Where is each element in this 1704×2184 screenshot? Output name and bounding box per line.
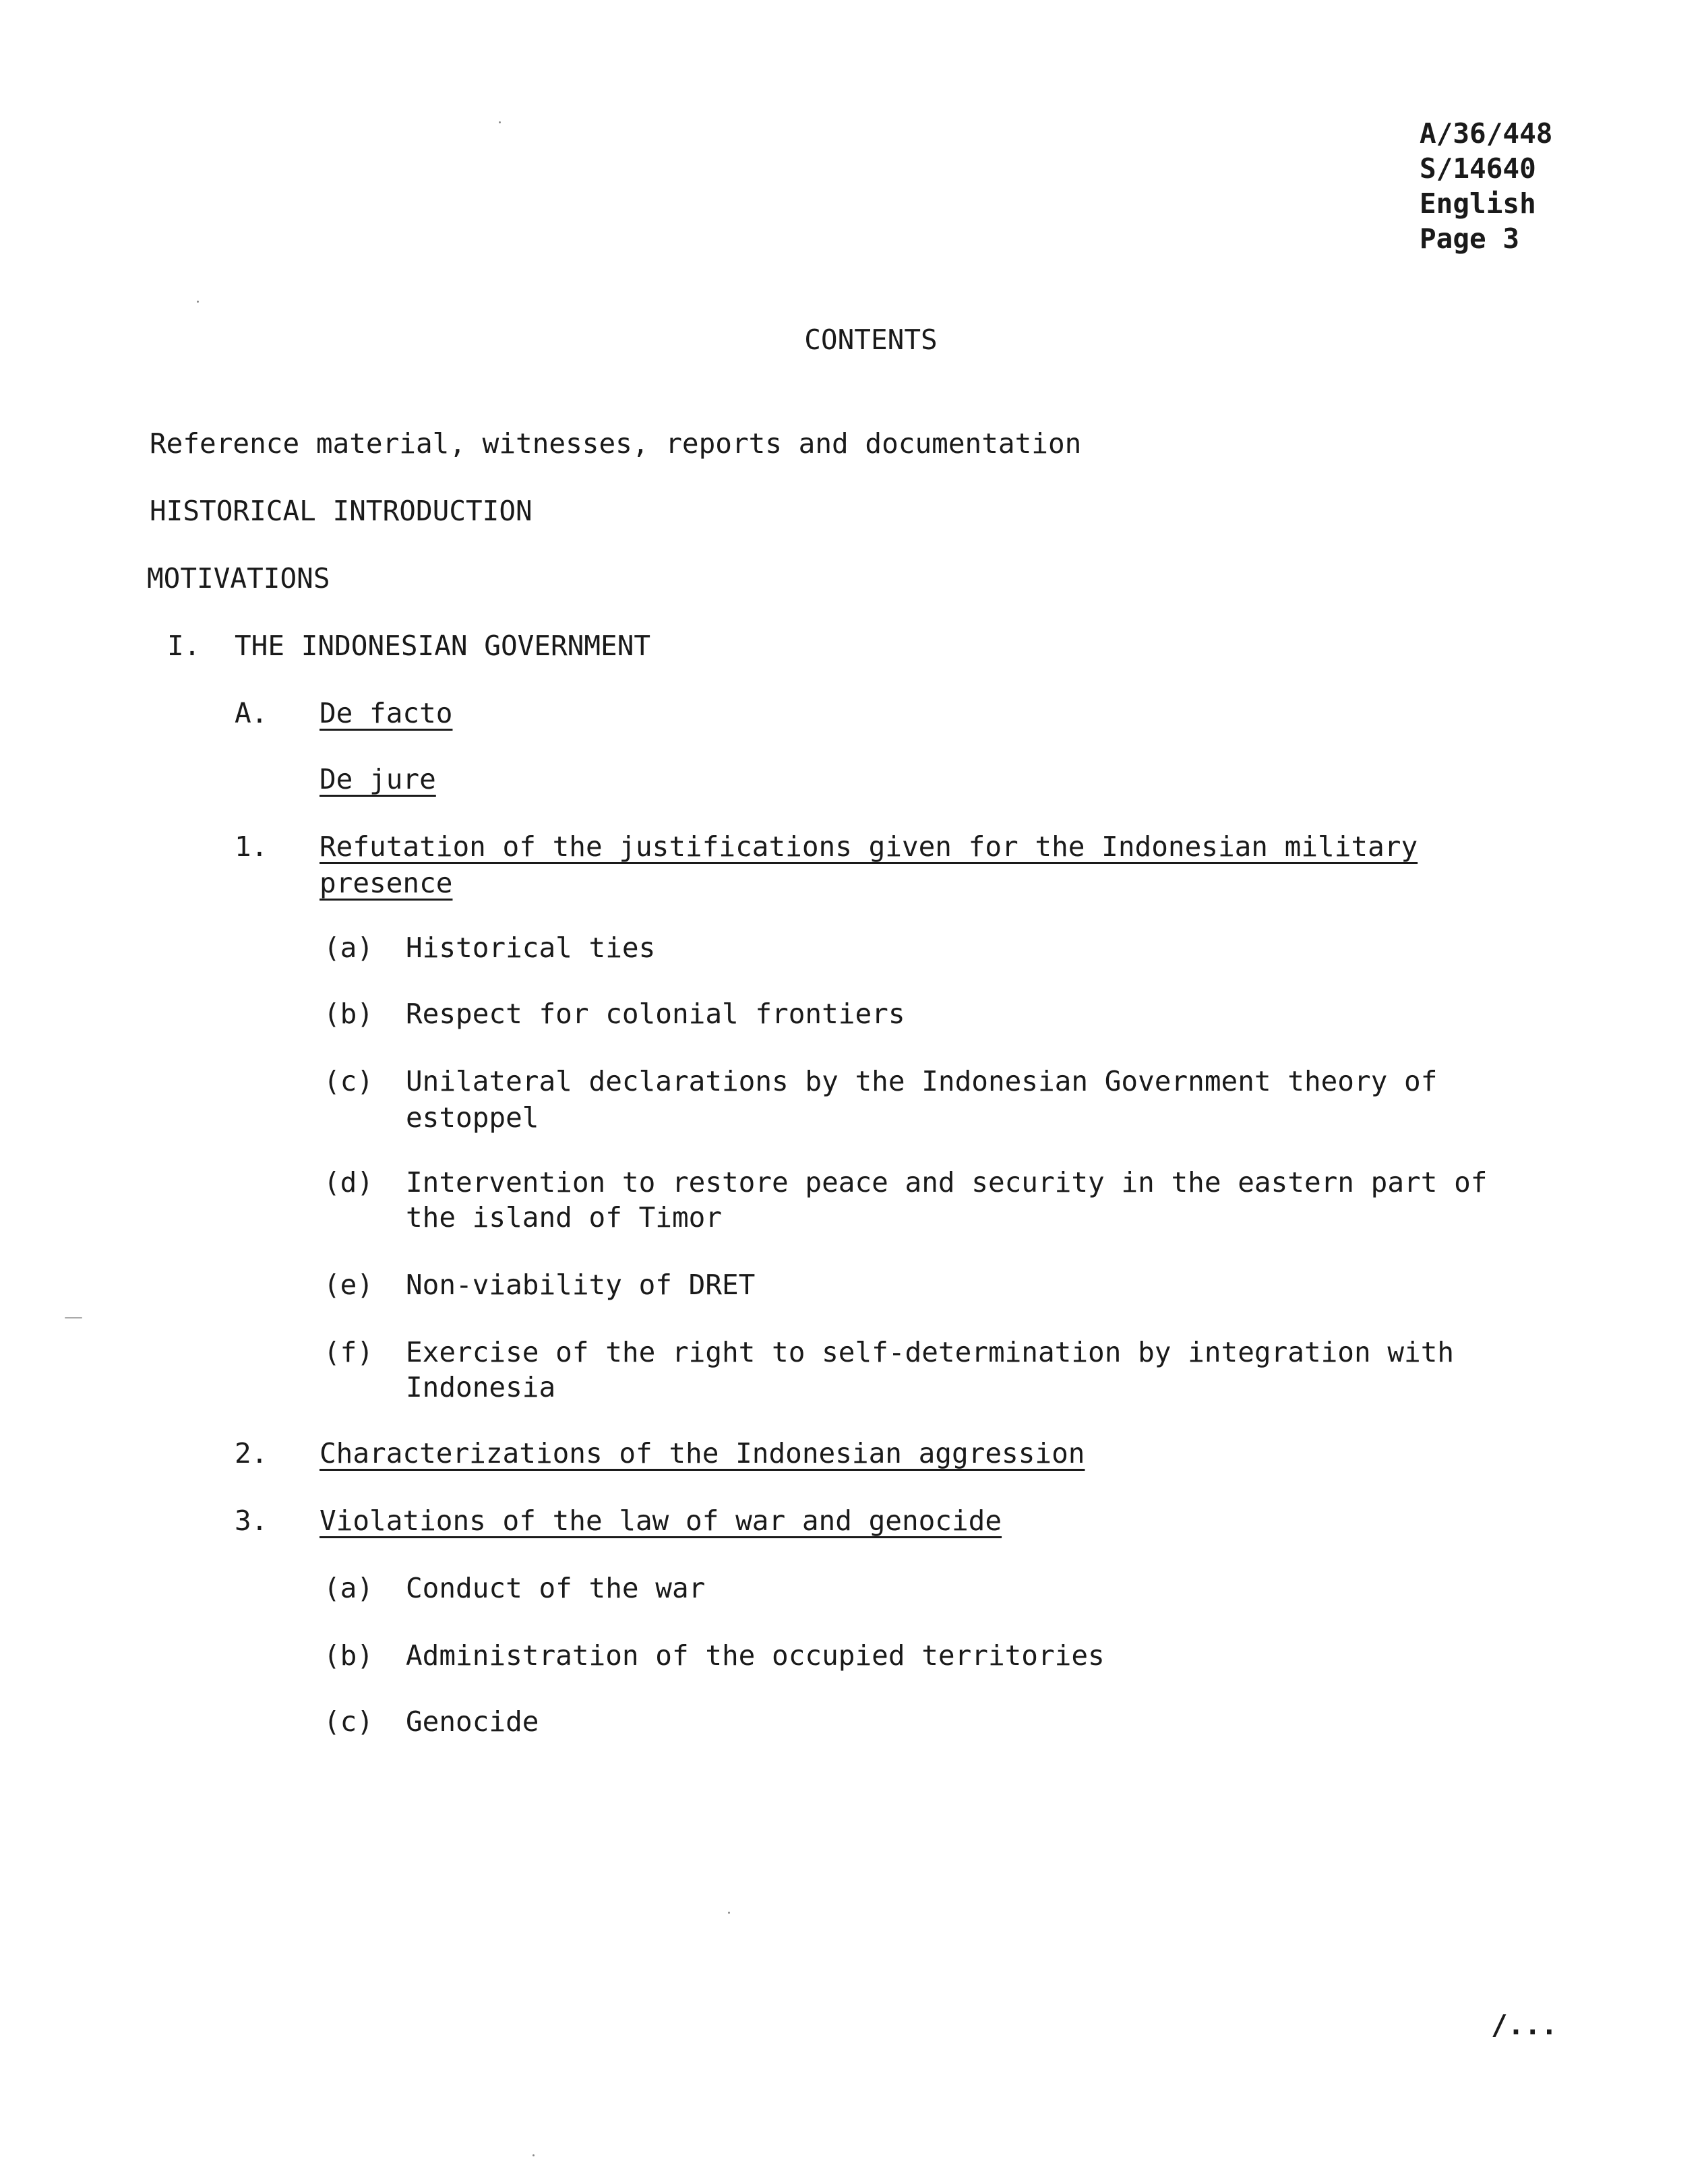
toc-subitem-label: (a) xyxy=(324,1572,374,1604)
toc-subitem-text: Respect for colonial frontiers xyxy=(406,998,905,1030)
toc-subitem-label: (b) xyxy=(324,1639,374,1672)
scan-speck xyxy=(499,121,501,123)
scan-speck xyxy=(197,301,199,303)
page-number: Page 3 xyxy=(1420,222,1520,255)
toc-subitem-text: Genocide xyxy=(406,1705,539,1738)
toc-subitem-text: Administration of the occupied territories xyxy=(406,1639,1105,1672)
toc-subitem-label: (c) xyxy=(324,1705,374,1738)
toc-subitem-text: Indonesia xyxy=(406,1371,556,1403)
toc-item-number: 3. xyxy=(235,1505,268,1537)
toc-item-number: 2. xyxy=(235,1437,268,1469)
toc-section-title-de-facto: De facto xyxy=(320,697,453,729)
toc-part-number: I. xyxy=(167,630,201,662)
toc-item-number: 1. xyxy=(235,830,268,863)
toc-section-title-de-jure: De jure xyxy=(320,763,436,795)
toc-subitem-label: (a) xyxy=(324,932,374,964)
toc-entry-historical-introduction: HISTORICAL INTRODUCTION xyxy=(150,495,532,527)
toc-subitem-label: (b) xyxy=(324,998,374,1030)
toc-subitem-label: (f) xyxy=(324,1336,374,1368)
toc-subitem-text: Intervention to restore peace and security in the eastern part of xyxy=(406,1166,1488,1199)
document-symbol-a: A/36/448 xyxy=(1420,117,1553,150)
toc-section-letter: A. xyxy=(235,697,268,729)
toc-subitem-text: the island of Timor xyxy=(406,1201,722,1234)
continuation-mark: /... xyxy=(1491,2009,1558,2041)
document-language: English xyxy=(1420,187,1536,220)
toc-entry-reference-material: Reference material, witnesses, reports and documentation xyxy=(150,427,1082,460)
toc-item-title-line: presence xyxy=(320,867,453,899)
toc-entry-motivations: MOTIVATIONS xyxy=(147,562,330,595)
scan-speck xyxy=(728,1912,730,1914)
toc-subitem-text: Historical ties xyxy=(406,932,656,964)
scan-speck xyxy=(65,1317,82,1318)
toc-subitem-text: Conduct of the war xyxy=(406,1572,706,1604)
toc-item-title-line: Refutation of the justifications given for the Indonesian military xyxy=(320,830,1418,863)
toc-subitem-text: Exercise of the right to self-determination by integration with xyxy=(406,1336,1455,1368)
toc-item-title: Violations of the law of war and genocide xyxy=(320,1505,1002,1537)
toc-subitem-text: estoppel xyxy=(406,1101,539,1134)
scan-speck xyxy=(532,2154,535,2156)
toc-item-title: Characterizations of the Indonesian aggression xyxy=(320,1437,1085,1469)
document-symbol-s: S/14640 xyxy=(1420,152,1536,185)
toc-subitem-label: (d) xyxy=(324,1166,374,1199)
toc-subitem-label: (e) xyxy=(324,1269,374,1301)
toc-part-title: THE INDONESIAN GOVERNMENT xyxy=(235,630,651,662)
toc-subitem-text: Non-viability of DRET xyxy=(406,1269,756,1301)
toc-subitem-label: (c) xyxy=(324,1065,374,1097)
contents-heading: CONTENTS xyxy=(804,324,938,356)
toc-subitem-text: Unilateral declarations by the Indonesian Government theory of xyxy=(406,1065,1438,1097)
